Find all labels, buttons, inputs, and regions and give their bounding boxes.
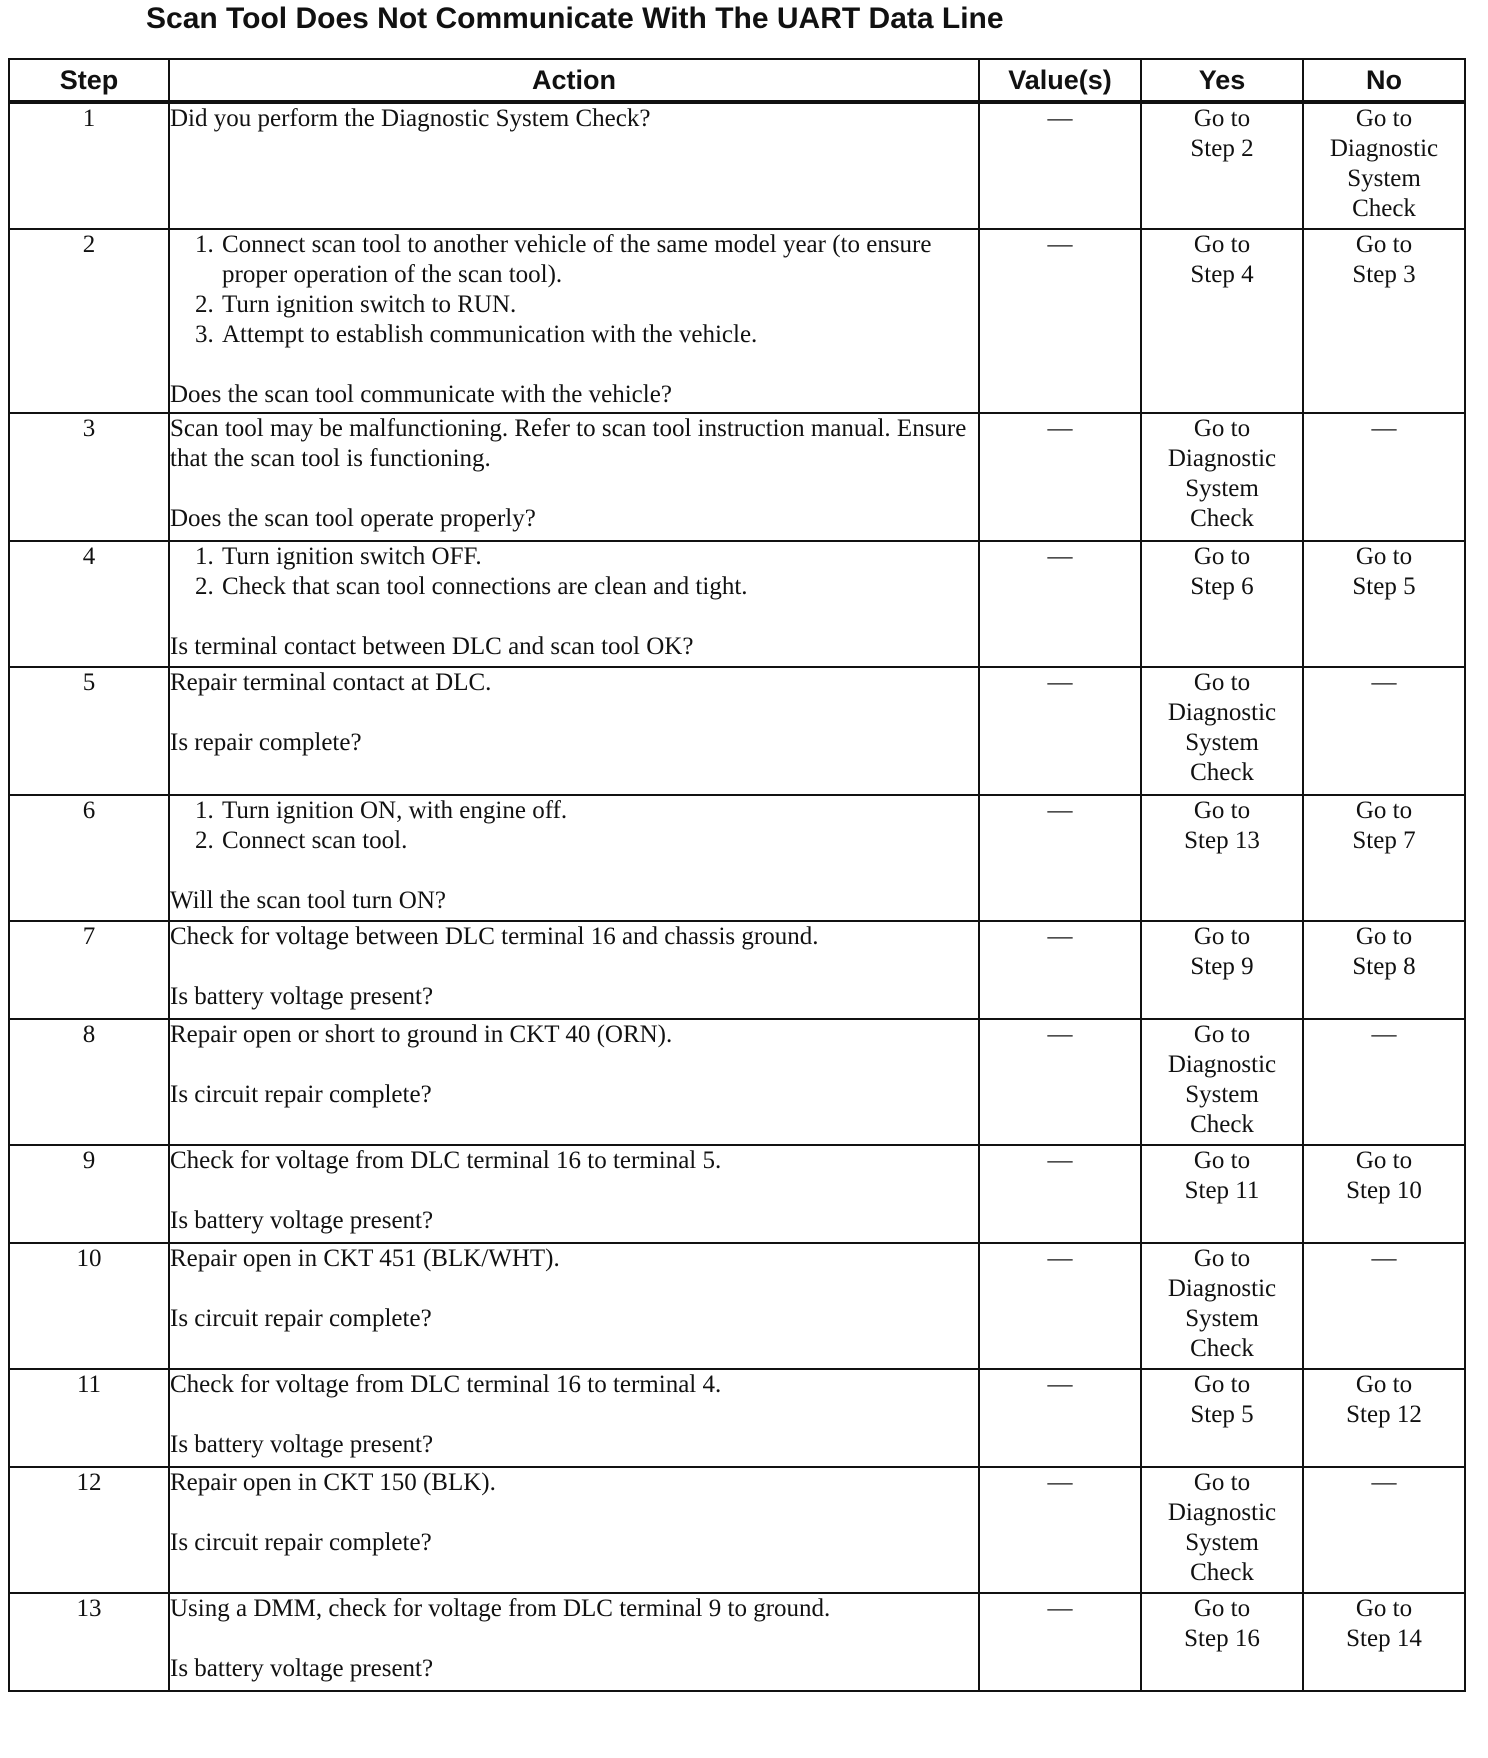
value-cell: —: [979, 541, 1141, 667]
table-row: [9, 102, 1465, 229]
action-steps: [170, 230, 978, 350]
action-text: Check for voltage from DLC terminal 16 to terminal 5.: [170, 1147, 722, 1174]
action-text: Repair open or short to ground in CKT 40 (ORN).: [170, 1021, 673, 1048]
value-cell: —: [979, 1243, 1141, 1369]
action-question: Is battery voltage present?: [170, 1431, 434, 1458]
value-cell: —: [979, 1593, 1141, 1691]
yes-cell: Go to Diagnostic System Check: [1141, 413, 1303, 541]
action-step-item: 1. Connect scan tool to another vehicle of the same model year (to ensure proper operation of the scan tool).: [220, 230, 978, 290]
step-number: 5: [9, 667, 169, 795]
table-row: [9, 795, 1465, 921]
action-cell: [169, 1019, 979, 1145]
action-text: Scan tool may be malfunctioning. Refer to scan tool instruction manual. Ensure that the scan tool is functioning.: [170, 415, 967, 472]
no-cell: Go to Step 7: [1303, 795, 1465, 921]
no-cell: —: [1303, 1019, 1465, 1145]
value-cell: —: [979, 229, 1141, 413]
action-cell: [169, 229, 979, 413]
yes-cell: Go to Step 4: [1141, 229, 1303, 413]
table-row: [9, 921, 1465, 1019]
no-cell: Go to Step 12: [1303, 1369, 1465, 1467]
action-question: Will the scan tool turn ON?: [170, 887, 447, 914]
action-text: Did you perform the Diagnostic System Check?: [170, 105, 651, 132]
no-cell: Go to Diagnostic System Check: [1303, 102, 1465, 229]
no-cell: —: [1303, 667, 1465, 795]
table-row: [9, 1019, 1465, 1145]
no-cell: Go to Step 8: [1303, 921, 1465, 1019]
step-number: 1: [9, 102, 169, 229]
action-step-item: 2. Turn ignition switch to RUN.: [220, 290, 978, 320]
action-cell: [169, 667, 979, 795]
value-cell: —: [979, 1145, 1141, 1243]
step-number: 12: [9, 1467, 169, 1593]
yes-cell: Go to Step 5: [1141, 1369, 1303, 1467]
action-text: Repair open in CKT 451 (BLK/WHT).: [170, 1245, 560, 1272]
header-yes: Yes: [1141, 59, 1303, 102]
yes-cell: Go to Step 13: [1141, 795, 1303, 921]
action-cell: [169, 102, 979, 229]
action-steps: [170, 542, 978, 602]
step-number: 8: [9, 1019, 169, 1145]
yes-cell: Go to Step 2: [1141, 102, 1303, 229]
value-cell: —: [979, 667, 1141, 795]
value-cell: —: [979, 1019, 1141, 1145]
diagnostic-table: [8, 58, 1466, 1692]
yes-cell: Go to Step 6: [1141, 541, 1303, 667]
header-action: Action: [169, 59, 979, 102]
table-row: [9, 1145, 1465, 1243]
action-question: Is battery voltage present?: [170, 1655, 434, 1682]
step-number: 4: [9, 541, 169, 667]
value-cell: —: [979, 1467, 1141, 1593]
action-question: Is circuit repair complete?: [170, 1305, 432, 1332]
action-step-item: 2. Check that scan tool connections are clean and tight.: [220, 572, 978, 602]
value-cell: —: [979, 921, 1141, 1019]
header-row: [9, 59, 1465, 102]
step-number: 6: [9, 795, 169, 921]
action-cell: [169, 1467, 979, 1593]
no-cell: —: [1303, 1467, 1465, 1593]
step-number: 7: [9, 921, 169, 1019]
action-cell: [169, 413, 979, 541]
action-question: Is circuit repair complete?: [170, 1529, 432, 1556]
yes-cell: Go to Step 11: [1141, 1145, 1303, 1243]
action-text: Repair open in CKT 150 (BLK).: [170, 1469, 496, 1496]
action-step-item: 1. Turn ignition ON, with engine off.: [220, 796, 978, 826]
yes-cell: Go to Step 16: [1141, 1593, 1303, 1691]
action-steps: [170, 796, 978, 856]
action-text: Using a DMM, check for voltage from DLC terminal 9 to ground.: [170, 1595, 831, 1622]
action-cell: [169, 1145, 979, 1243]
table-row: [9, 541, 1465, 667]
no-cell: Go to Step 3: [1303, 229, 1465, 413]
table-row: [9, 667, 1465, 795]
value-cell: —: [979, 102, 1141, 229]
header-values: Value(s): [979, 59, 1141, 102]
no-cell: —: [1303, 1243, 1465, 1369]
step-number: 9: [9, 1145, 169, 1243]
step-number: 3: [9, 413, 169, 541]
action-text: Repair terminal contact at DLC.: [170, 669, 492, 696]
action-question: Does the scan tool communicate with the vehicle?: [170, 381, 672, 408]
table-row: [9, 1243, 1465, 1369]
action-text: Check for voltage between DLC terminal 16 and chassis ground.: [170, 923, 819, 950]
header-no: No: [1303, 59, 1465, 102]
table-row: [9, 229, 1465, 413]
no-cell: Go to Step 10: [1303, 1145, 1465, 1243]
table-row: [9, 1593, 1465, 1691]
table-row: [9, 1467, 1465, 1593]
action-question: Is repair complete?: [170, 729, 362, 756]
step-number: 2: [9, 229, 169, 413]
step-number: 11: [9, 1369, 169, 1467]
page-title: Scan Tool Does Not Communicate With The UART Data Line: [146, 2, 1004, 35]
action-cell: [169, 541, 979, 667]
action-step-item: 1. Turn ignition switch OFF.: [220, 542, 978, 572]
yes-cell: Go to Diagnostic System Check: [1141, 1243, 1303, 1369]
yes-cell: Go to Diagnostic System Check: [1141, 667, 1303, 795]
action-step-item: 2. Connect scan tool.: [220, 826, 978, 856]
action-cell: [169, 795, 979, 921]
step-number: 10: [9, 1243, 169, 1369]
action-cell: [169, 921, 979, 1019]
table-row: [9, 1369, 1465, 1467]
header-step: Step: [9, 59, 169, 102]
action-text: Check for voltage from DLC terminal 16 to terminal 4.: [170, 1371, 722, 1398]
value-cell: —: [979, 795, 1141, 921]
action-cell: [169, 1593, 979, 1691]
action-question: Is battery voltage present?: [170, 983, 434, 1010]
action-question: Is battery voltage present?: [170, 1207, 434, 1234]
value-cell: —: [979, 413, 1141, 541]
table-row: [9, 413, 1465, 541]
action-question: Is circuit repair complete?: [170, 1081, 432, 1108]
no-cell: Go to Step 5: [1303, 541, 1465, 667]
no-cell: Go to Step 14: [1303, 1593, 1465, 1691]
step-number: 13: [9, 1593, 169, 1691]
yes-cell: Go to Step 9: [1141, 921, 1303, 1019]
action-question: Does the scan tool operate properly?: [170, 505, 536, 532]
action-step-item: 3. Attempt to establish communication with the vehicle.: [220, 320, 978, 350]
action-question: Is terminal contact between DLC and scan tool OK?: [170, 633, 694, 660]
yes-cell: Go to Diagnostic System Check: [1141, 1019, 1303, 1145]
action-cell: [169, 1243, 979, 1369]
yes-cell: Go to Diagnostic System Check: [1141, 1467, 1303, 1593]
value-cell: —: [979, 1369, 1141, 1467]
no-cell: —: [1303, 413, 1465, 541]
action-cell: [169, 1369, 979, 1467]
